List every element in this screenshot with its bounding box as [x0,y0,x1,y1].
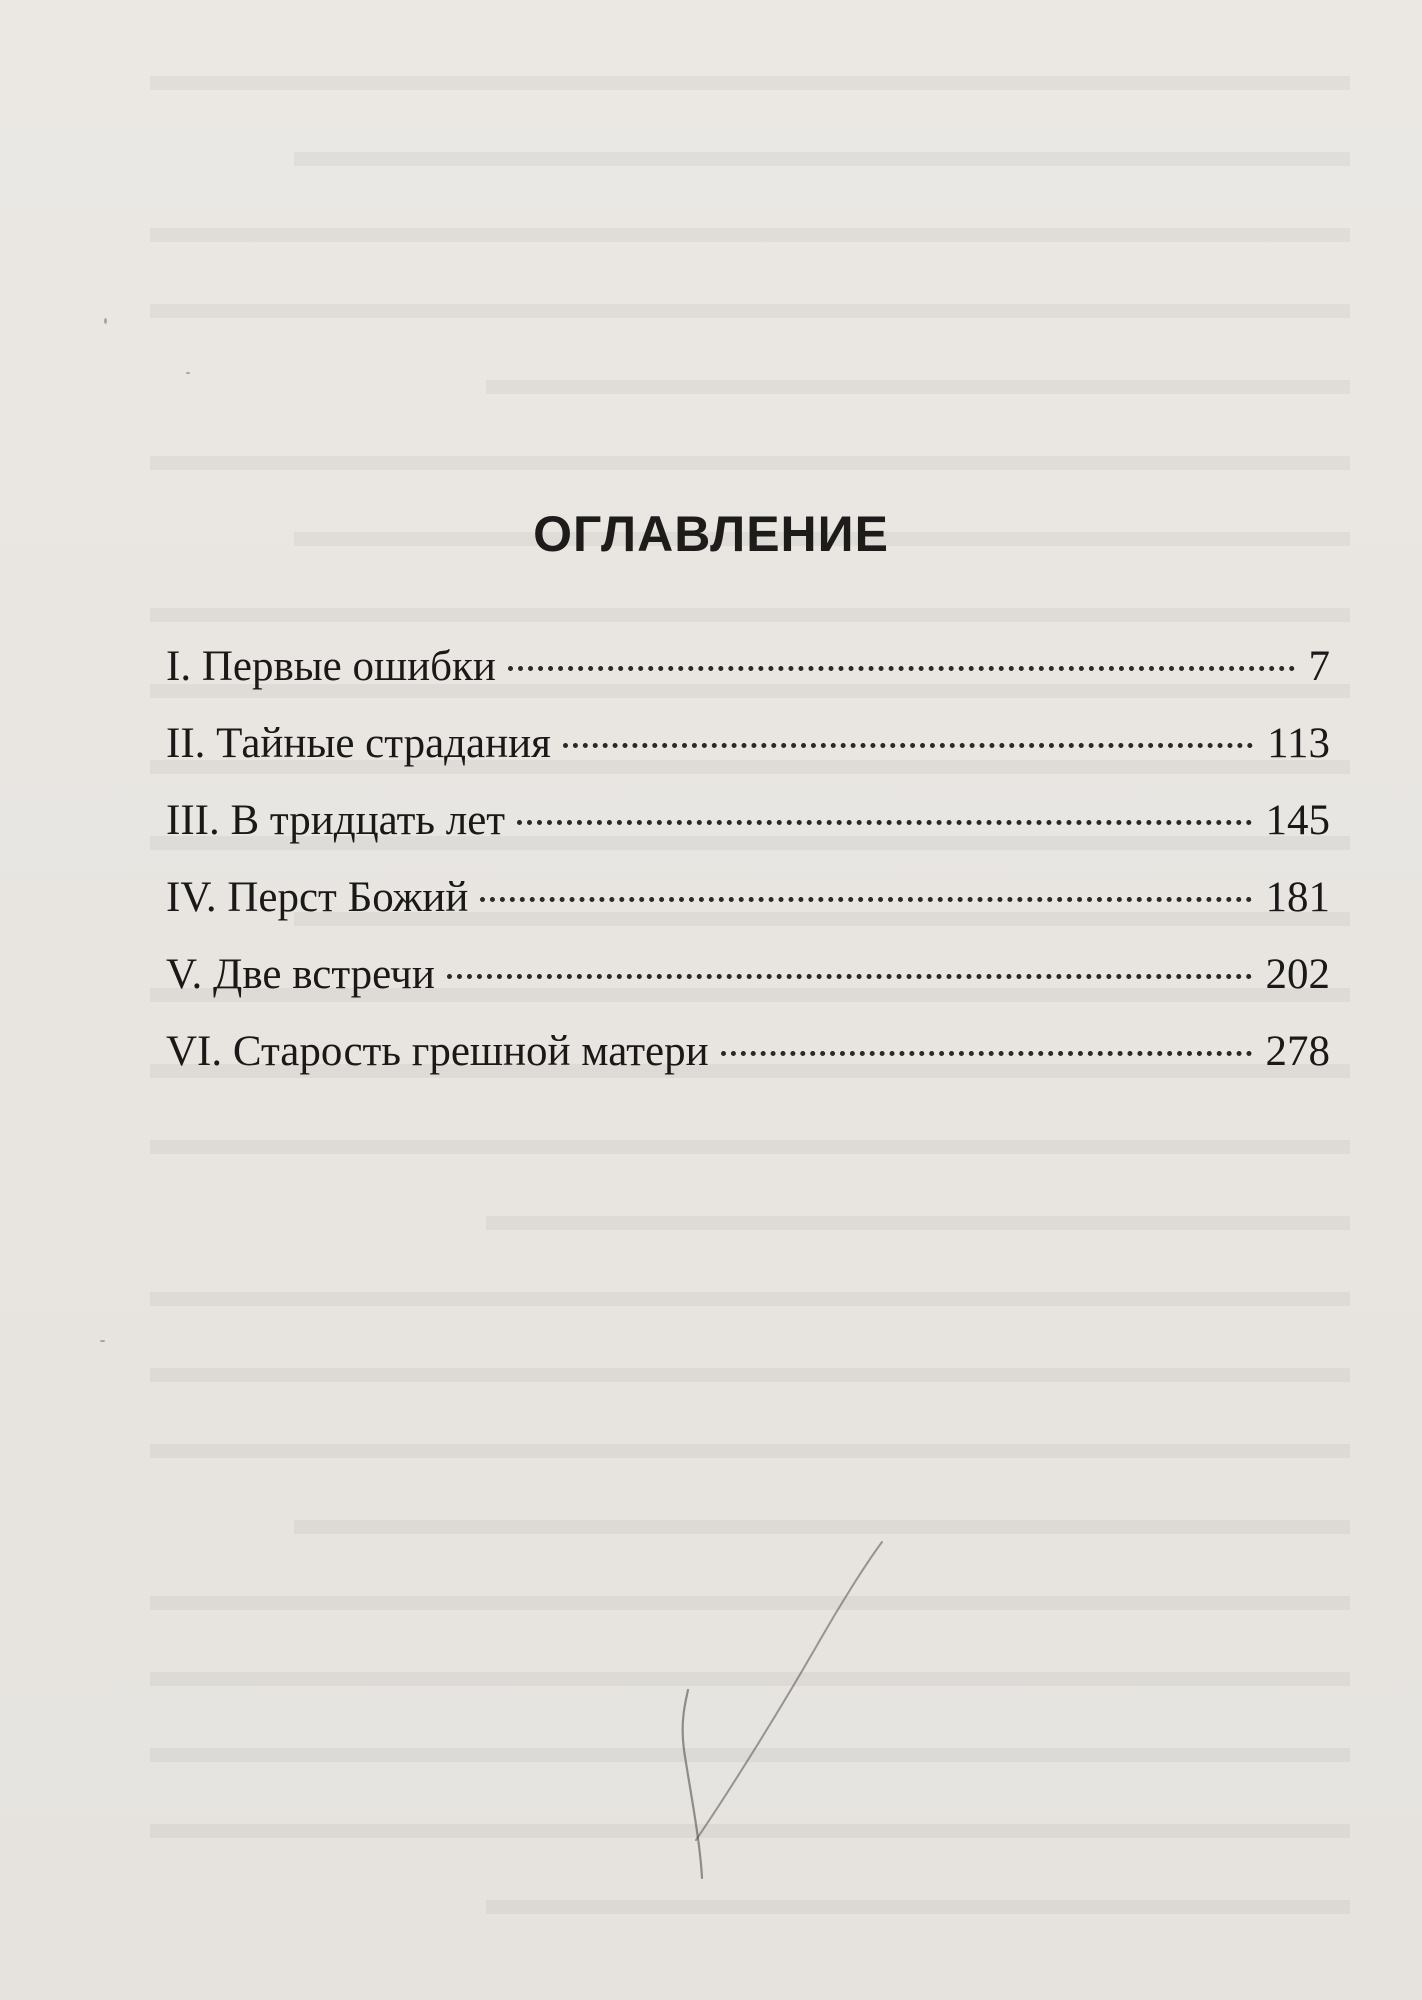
toc-entry-page: 181 [1265,874,1330,921]
toc-leader-dots [447,974,1252,979]
toc-entry-title: III. В тридцать лет [166,797,506,844]
toc-entry-page: 113 [1267,720,1330,767]
toc-entry-title: II. Тайные страдания [166,720,551,767]
paper-speck [186,372,190,374]
toc-entry-page: 278 [1265,1028,1330,1075]
toc-entry-title: I. Первые ошибки [166,643,496,690]
toc-entry [166,796,1330,873]
toc-leader-dots [480,897,1251,902]
toc-entry [166,719,1330,796]
toc-entry-page: 7 [1308,643,1330,690]
toc-entry [166,1027,1330,1104]
toc-entry [166,642,1330,719]
toc-entry-title: V. Две встречи [166,951,435,998]
toc-entry-page: 202 [1265,951,1330,998]
table-of-contents [166,642,1330,1104]
paper-speck [104,318,107,324]
pencil-mark [650,1540,910,1880]
toc-entry-title: VI. Старость грешной матери [166,1028,709,1075]
toc-leader-dots [721,1051,1252,1056]
toc-entry-title: IV. Перст Божий [166,874,469,921]
toc-leader-dots [508,666,1295,671]
contents-heading: ОГЛАВЛЕНИЕ [533,506,889,562]
toc-leader-dots [517,820,1251,825]
toc-leader-dots [563,743,1253,748]
toc-entry-page: 145 [1265,797,1330,844]
paper-speck [100,1340,105,1342]
toc-entry [166,950,1330,1027]
toc-entry [166,873,1330,950]
